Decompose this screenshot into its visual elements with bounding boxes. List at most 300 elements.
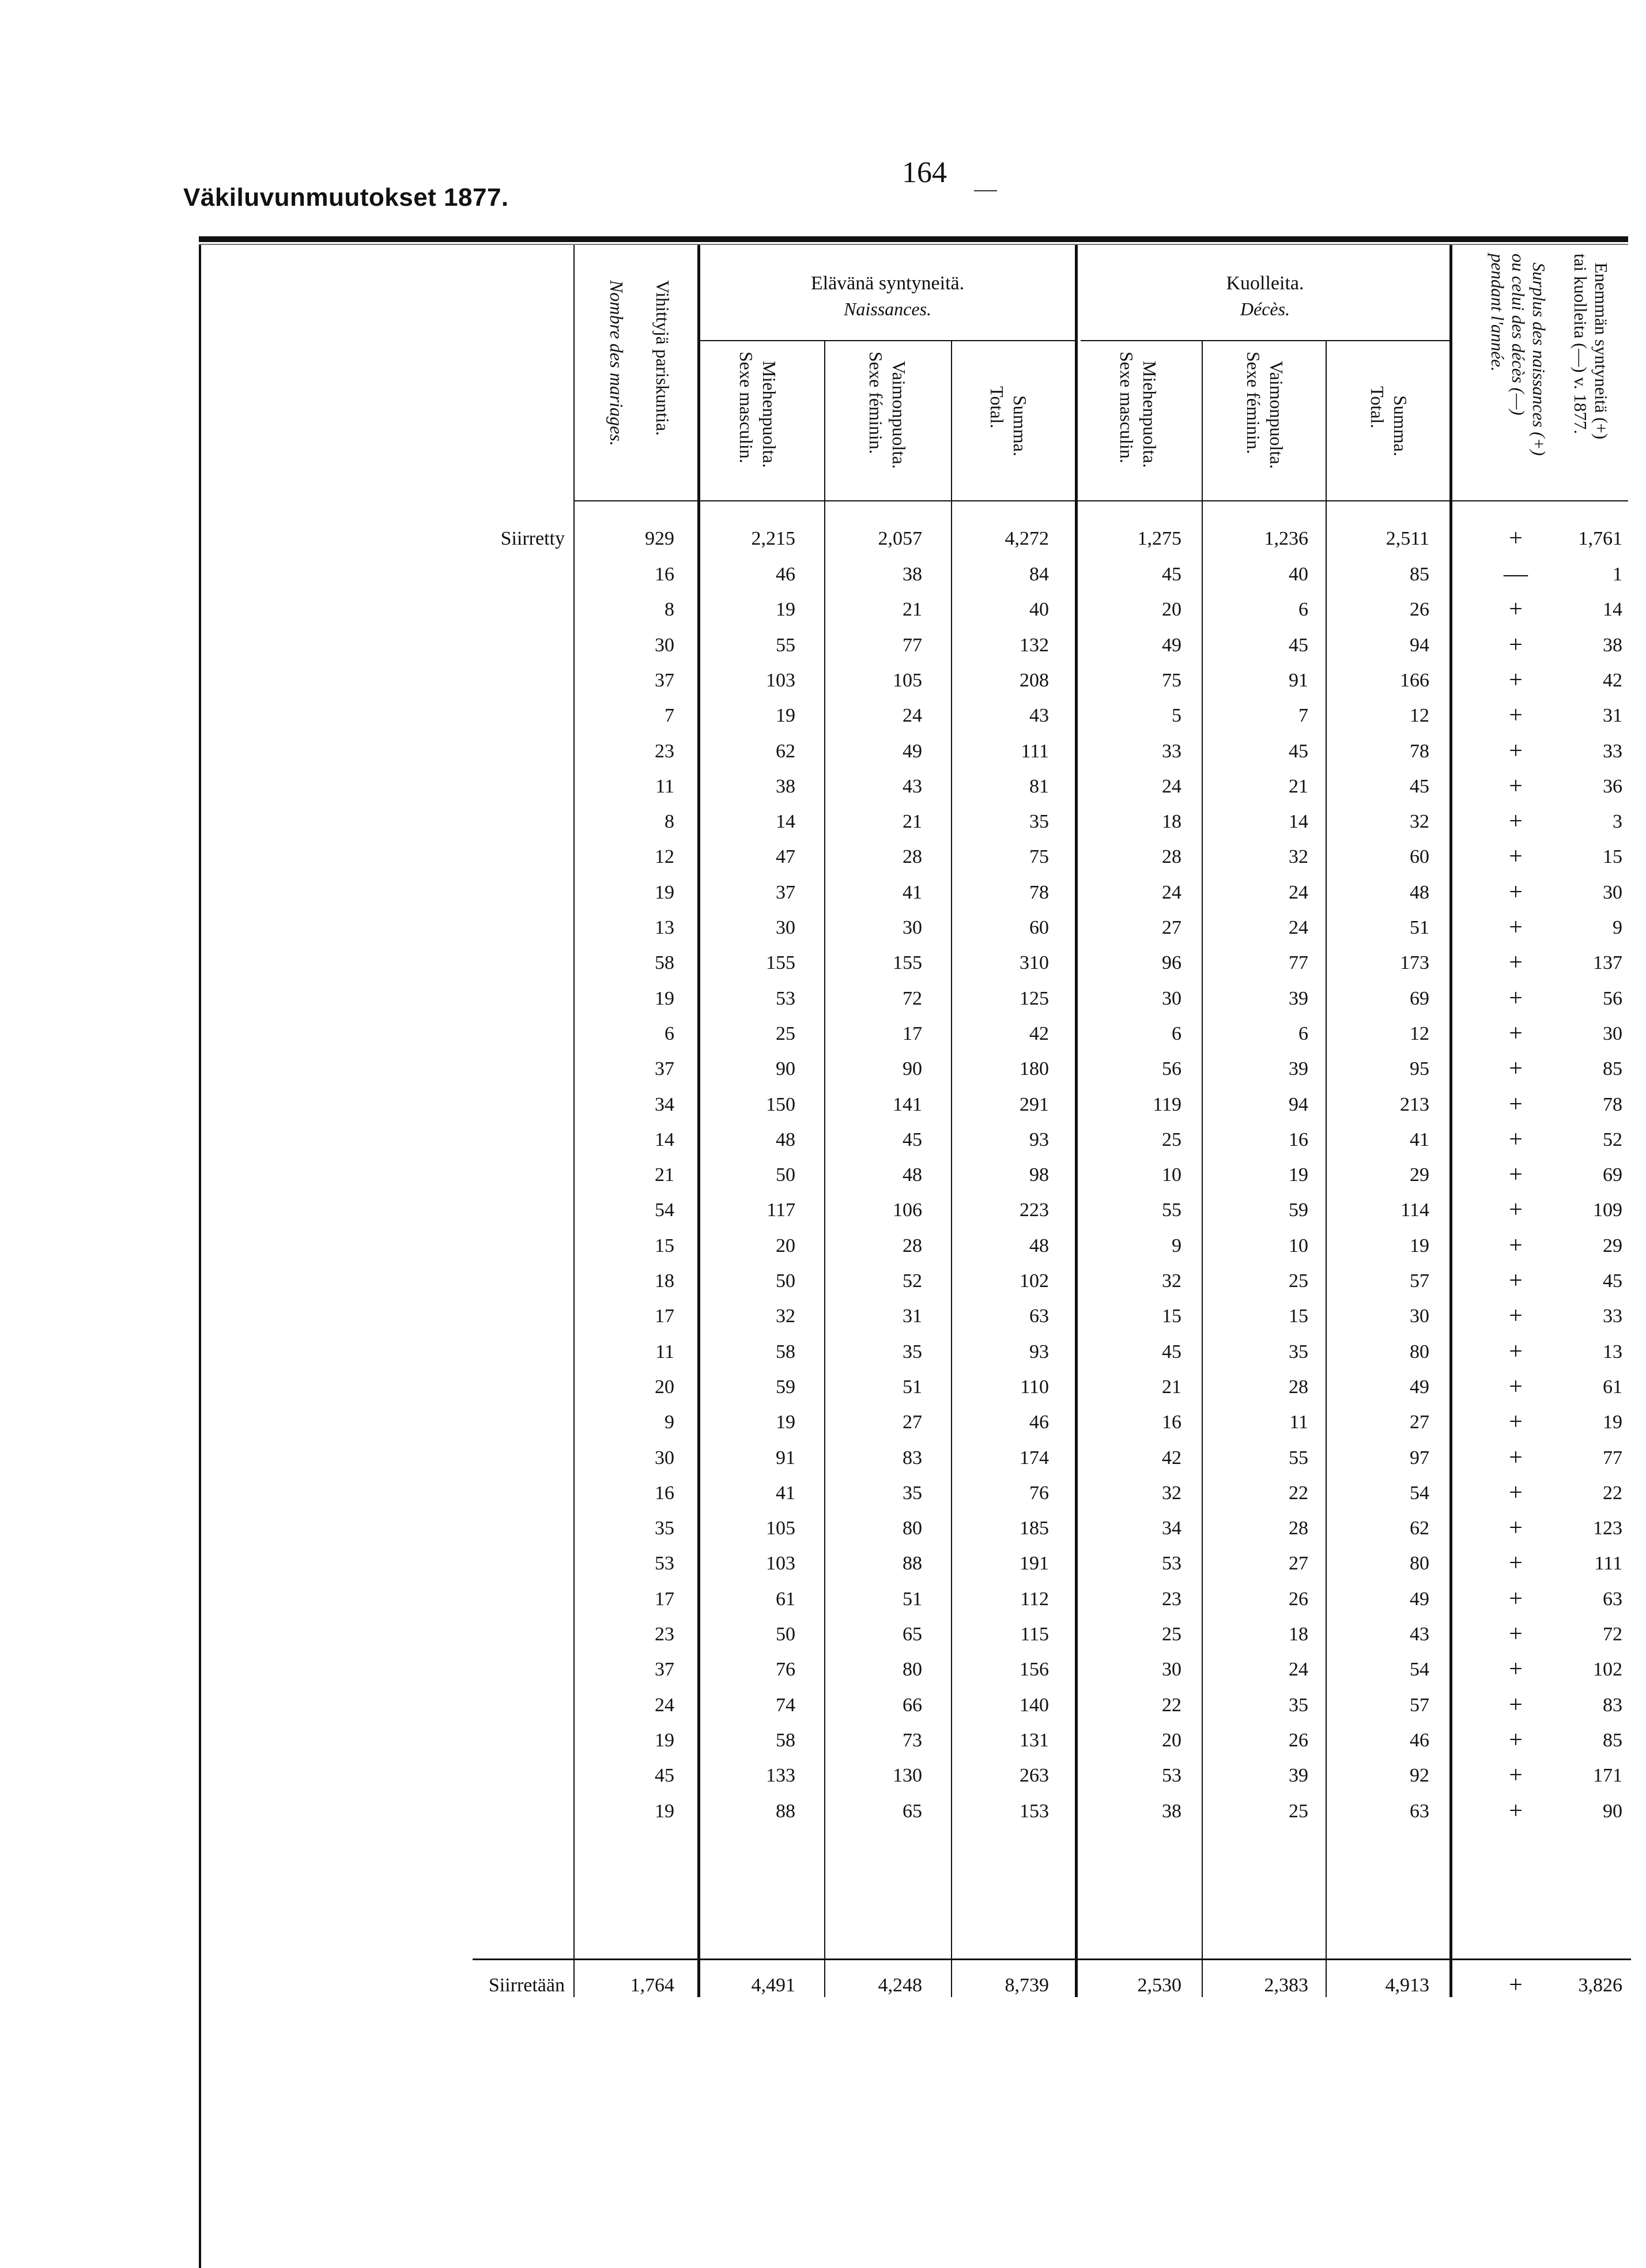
cell-value: 18 bbox=[1289, 1624, 1308, 1645]
cell-value: 26 bbox=[1410, 599, 1429, 621]
cell-value: 28 bbox=[1289, 1518, 1308, 1539]
cell-value: 76 bbox=[776, 1659, 795, 1681]
cell-value: 32 bbox=[776, 1305, 795, 1327]
sign-symbol: + bbox=[1509, 1055, 1523, 1082]
cell-value: 52 bbox=[903, 1270, 922, 1292]
table-row bbox=[0, 984, 1646, 1020]
cell-value: 85 bbox=[1410, 564, 1429, 585]
cell-value: 53 bbox=[1162, 1765, 1181, 1787]
births-male-header: Miehenpuolta. Sexe masculin. bbox=[736, 352, 780, 468]
sign-symbol: + bbox=[1509, 1232, 1523, 1259]
cell-value: 25 bbox=[1289, 1800, 1308, 1822]
cell-value: 6 bbox=[1172, 1022, 1181, 1044]
cell-value: 30 bbox=[776, 917, 795, 938]
cell-value: 19 bbox=[1289, 1164, 1308, 1186]
cell-value: 46 bbox=[1410, 1729, 1429, 1751]
sign-symbol: + bbox=[1509, 1479, 1523, 1506]
sign-symbol: + bbox=[1509, 1303, 1523, 1330]
surplus-value: 69 bbox=[1603, 1164, 1622, 1186]
cell-value: 51 bbox=[1410, 917, 1429, 938]
cell-value: 102 bbox=[1020, 1270, 1049, 1292]
cell-value: 57 bbox=[1410, 1694, 1429, 1716]
cell-value: 24 bbox=[1289, 917, 1308, 938]
carried-in-label: Siirretty bbox=[500, 528, 565, 549]
sign-symbol: + bbox=[1509, 1972, 1523, 1998]
sign-symbol: + bbox=[1509, 1797, 1523, 1824]
cell-value: 20 bbox=[1162, 1729, 1181, 1751]
cell-value: 15 bbox=[655, 1235, 674, 1256]
sign-symbol: + bbox=[1509, 843, 1523, 870]
births-total-header: Summa. Total. bbox=[987, 386, 1030, 456]
cell-value: 38 bbox=[903, 564, 922, 585]
sign-symbol: + bbox=[1509, 808, 1523, 835]
cell-value: 263 bbox=[1020, 1765, 1049, 1787]
cell-value: 40 bbox=[1289, 564, 1308, 585]
cell-value: 90 bbox=[903, 1058, 922, 1080]
cell-value: 98 bbox=[1029, 1164, 1049, 1186]
sign-symbol: + bbox=[1509, 1161, 1523, 1188]
table-row bbox=[0, 701, 1646, 737]
cell-value: 31 bbox=[903, 1305, 922, 1327]
cell-value: 35 bbox=[655, 1518, 674, 1539]
cell-value: 30 bbox=[655, 634, 674, 656]
cell-value: 180 bbox=[1020, 1058, 1049, 1080]
table-row bbox=[0, 1620, 1646, 1656]
cell-value: 21 bbox=[655, 1164, 674, 1186]
cell-value: 45 bbox=[1162, 564, 1181, 585]
cell-value: 8 bbox=[665, 599, 674, 621]
cell-value: 91 bbox=[1289, 669, 1308, 691]
cell-value: 19 bbox=[655, 1800, 674, 1822]
cell-value: 8 bbox=[665, 811, 674, 833]
cell-value: 46 bbox=[1029, 1412, 1049, 1433]
cell-value: 30 bbox=[1162, 987, 1181, 1009]
cell-value: 25 bbox=[776, 1022, 795, 1044]
cell-value: 73 bbox=[903, 1729, 922, 1751]
table-row bbox=[0, 878, 1646, 914]
cell-value: 166 bbox=[1400, 669, 1429, 691]
cell-value: 20 bbox=[1162, 599, 1181, 621]
cell-value: 28 bbox=[903, 846, 922, 868]
table-row bbox=[0, 1055, 1646, 1090]
cell-value: 35 bbox=[903, 1482, 922, 1504]
surplus-value: 52 bbox=[1603, 1129, 1622, 1150]
cell-value: 12 bbox=[1410, 1022, 1429, 1044]
deaths-total-header: Summa. Total. bbox=[1367, 386, 1411, 456]
surplus-value: 90 bbox=[1603, 1800, 1622, 1822]
cell-value: 17 bbox=[655, 1305, 674, 1327]
surplus-value: 14 bbox=[1603, 599, 1622, 621]
cell-value: 96 bbox=[1162, 952, 1181, 974]
running-title: Väkiluvunmuutokset 1877. bbox=[183, 183, 509, 212]
births-subheader-line bbox=[700, 340, 1075, 341]
cell-value: 30 bbox=[1162, 1659, 1181, 1681]
surplus-header-fi: Enemmän syntyneitä (+) tai kuolleita (—) v. 1877. bbox=[1571, 254, 1611, 440]
cell-value: 24 bbox=[1162, 881, 1181, 903]
cell-value: 30 bbox=[1410, 1305, 1429, 1327]
cell-value: 14 bbox=[655, 1129, 674, 1150]
table-row bbox=[0, 1797, 1646, 1833]
cell-value: 155 bbox=[766, 952, 795, 974]
cell-value: 141 bbox=[893, 1093, 922, 1115]
cell-value: 7 bbox=[1298, 705, 1308, 727]
cell-value: 115 bbox=[1020, 1624, 1049, 1645]
cell-value: 14 bbox=[776, 811, 795, 833]
cell-value: 153 bbox=[1020, 1800, 1049, 1822]
sign-symbol: + bbox=[1509, 1126, 1523, 1153]
cell-value: 23 bbox=[655, 740, 674, 762]
cell-value: 25 bbox=[1289, 1270, 1308, 1292]
table-row bbox=[0, 1726, 1646, 1762]
cell-value: 94 bbox=[1289, 1093, 1308, 1115]
cell-value: 59 bbox=[776, 1376, 795, 1398]
cell-value: 140 bbox=[1020, 1694, 1049, 1716]
sign-symbol: + bbox=[1509, 525, 1523, 552]
table-row bbox=[0, 949, 1646, 984]
cell-value: 19 bbox=[776, 1412, 795, 1433]
cell-value: 23 bbox=[1162, 1588, 1181, 1610]
cell-value: 12 bbox=[655, 846, 674, 868]
cell-value: 173 bbox=[1400, 952, 1429, 974]
cell-value: 75 bbox=[1162, 669, 1181, 691]
cell-value: 42 bbox=[1162, 1447, 1181, 1469]
sign-symbol: + bbox=[1509, 984, 1523, 1012]
cell-value: 88 bbox=[903, 1553, 922, 1575]
cell-value: 114 bbox=[1400, 1199, 1429, 1221]
cell-value: 18 bbox=[655, 1270, 674, 1292]
cell-value: 41 bbox=[776, 1482, 795, 1504]
cell-value: 58 bbox=[655, 952, 674, 974]
table-row bbox=[0, 1090, 1646, 1126]
cell-value: 51 bbox=[903, 1588, 922, 1610]
cell-value: 38 bbox=[776, 775, 795, 797]
cell-value: 80 bbox=[1410, 1553, 1429, 1575]
cell-value: 17 bbox=[655, 1588, 674, 1610]
cell-value: 111 bbox=[1021, 740, 1049, 762]
sign-symbol: + bbox=[1509, 1267, 1523, 1294]
cell-value: 59 bbox=[1289, 1199, 1308, 1221]
table-row bbox=[0, 1549, 1646, 1585]
cell-value: 45 bbox=[1162, 1341, 1181, 1363]
cell-value: 11 bbox=[655, 1341, 674, 1363]
cell-value: 35 bbox=[1029, 811, 1049, 833]
cell-value: 105 bbox=[893, 669, 922, 691]
surplus-value: 56 bbox=[1603, 987, 1622, 1009]
cell-value: 223 bbox=[1020, 1199, 1049, 1221]
cell-value: 17 bbox=[903, 1022, 922, 1044]
cell-value: 30 bbox=[903, 917, 922, 938]
sign-symbol: + bbox=[1509, 1515, 1523, 1542]
marriages-header-fr: Nombre des mariages. bbox=[606, 280, 627, 446]
bottom-total-line bbox=[473, 1958, 1631, 1960]
cell-value: 28 bbox=[1289, 1376, 1308, 1398]
cell-value: 27 bbox=[1289, 1553, 1308, 1575]
cell-value: 105 bbox=[766, 1518, 795, 1539]
surplus-value: 61 bbox=[1603, 1376, 1622, 1398]
cell-value: 213 bbox=[1400, 1093, 1429, 1115]
cell-value: 119 bbox=[1153, 1093, 1181, 1115]
cell-value: 54 bbox=[1410, 1482, 1429, 1504]
cell-value: 103 bbox=[766, 1553, 795, 1575]
cell-value: 19 bbox=[776, 599, 795, 621]
cell-value: 110 bbox=[1020, 1376, 1049, 1398]
cell-value: 21 bbox=[1162, 1376, 1181, 1398]
cell-value: 131 bbox=[1020, 1729, 1049, 1751]
table-row bbox=[0, 737, 1646, 773]
sign-symbol: + bbox=[1509, 1090, 1523, 1118]
cell-value: 74 bbox=[776, 1694, 795, 1716]
cell-value: 76 bbox=[1029, 1482, 1049, 1504]
cell-value: 22 bbox=[1289, 1482, 1308, 1504]
cell-value: 26 bbox=[1289, 1729, 1308, 1751]
surplus-value: 36 bbox=[1603, 775, 1622, 797]
cell-value: 45 bbox=[903, 1129, 922, 1150]
cell-value: 91 bbox=[776, 1447, 795, 1469]
surplus-value: 19 bbox=[1603, 1412, 1622, 1433]
table-row bbox=[0, 914, 1646, 949]
cell-value: 80 bbox=[1410, 1341, 1429, 1363]
cell-value: 19 bbox=[1410, 1235, 1429, 1256]
cell-value: 27 bbox=[1162, 917, 1181, 938]
surplus-value: 29 bbox=[1603, 1235, 1622, 1256]
table-row bbox=[0, 1691, 1646, 1727]
cell-value: 35 bbox=[903, 1341, 922, 1363]
table-row bbox=[0, 631, 1646, 667]
table-row bbox=[0, 1267, 1646, 1303]
cell-value: 92 bbox=[1410, 1765, 1429, 1787]
cell-value: 93 bbox=[1029, 1129, 1049, 1150]
cell-value: 48 bbox=[776, 1129, 795, 1150]
top-dash bbox=[974, 190, 997, 191]
surplus-value: 31 bbox=[1603, 705, 1622, 727]
table-row bbox=[0, 807, 1646, 843]
sign-symbol: + bbox=[1509, 1444, 1523, 1471]
cell-value: 69 bbox=[1410, 987, 1429, 1009]
table-row bbox=[0, 1444, 1646, 1480]
cell-value: 41 bbox=[903, 881, 922, 903]
cell-value: 93 bbox=[1029, 1341, 1049, 1363]
cell-value: 51 bbox=[903, 1376, 922, 1398]
deaths-subheader-line bbox=[1081, 340, 1449, 341]
surplus-value: 15 bbox=[1603, 846, 1622, 868]
surplus-value: 137 bbox=[1593, 952, 1622, 974]
cell-value: 16 bbox=[1162, 1412, 1181, 1433]
sign-symbol: + bbox=[1509, 1550, 1523, 1577]
cell-value: 46 bbox=[776, 564, 795, 585]
cell-value: 48 bbox=[1410, 881, 1429, 903]
surplus-value: 9 bbox=[1613, 917, 1622, 938]
cell-value: 9 bbox=[1172, 1235, 1181, 1256]
cell-value: 95 bbox=[1410, 1058, 1429, 1080]
marriages-header-fi: Vihittyjä pariskuntia. bbox=[652, 280, 673, 436]
cell-value: 6 bbox=[665, 1022, 674, 1044]
carried-out-label: Siirretään bbox=[488, 1975, 565, 1996]
surplus-value: 83 bbox=[1603, 1694, 1622, 1716]
surplus-value: 72 bbox=[1603, 1624, 1622, 1645]
cell-value: 32 bbox=[1410, 811, 1429, 833]
cell-value: 78 bbox=[1029, 881, 1049, 903]
surplus-value: 42 bbox=[1603, 669, 1622, 691]
sign-symbol: + bbox=[1509, 772, 1523, 799]
cell-value: 81 bbox=[1029, 775, 1049, 797]
cell-value: 28 bbox=[903, 1235, 922, 1256]
cell-value: 106 bbox=[893, 1199, 922, 1221]
cell-value: 185 bbox=[1020, 1518, 1049, 1539]
deaths-female-header: Vaimonpuolta. Sexe féminin. bbox=[1243, 352, 1287, 469]
sign-symbol: + bbox=[1509, 1409, 1523, 1436]
sign-symbol: + bbox=[1509, 1726, 1523, 1753]
surplus-value: 102 bbox=[1593, 1659, 1622, 1681]
surplus-header-fr: Surplus des naissances (+) ou celui des décès (—) pendant l'année. bbox=[1488, 254, 1549, 456]
cell-value: 20 bbox=[776, 1235, 795, 1256]
cell-value: 56 bbox=[1162, 1058, 1181, 1080]
sign-symbol: + bbox=[1509, 737, 1523, 764]
cell-value: 58 bbox=[776, 1341, 795, 1363]
cell-value: 19 bbox=[655, 881, 674, 903]
cell-value: 24 bbox=[1289, 881, 1308, 903]
cell-value: 39 bbox=[1289, 987, 1308, 1009]
cell-value: 72 bbox=[903, 987, 922, 1009]
cell-value: 50 bbox=[776, 1270, 795, 1292]
surplus-value: 22 bbox=[1603, 1482, 1622, 1504]
cell-value: 112 bbox=[1020, 1588, 1049, 1610]
cell-value: 130 bbox=[893, 1765, 922, 1787]
cell-value: 24 bbox=[1162, 775, 1181, 797]
surplus-value: 77 bbox=[1603, 1447, 1622, 1469]
sign-symbol: + bbox=[1509, 1197, 1523, 1224]
cell-value: 20 bbox=[655, 1376, 674, 1398]
cell-value: 35 bbox=[1289, 1341, 1308, 1363]
cell-value: 16 bbox=[1289, 1129, 1308, 1150]
cell-value: 37 bbox=[655, 1659, 674, 1681]
cell-value: 24 bbox=[1289, 1659, 1308, 1681]
cell-value: 19 bbox=[776, 705, 795, 727]
cell-value: 94 bbox=[1410, 634, 1429, 656]
cell-value: 49 bbox=[1410, 1588, 1429, 1610]
cell-value: 45 bbox=[1289, 634, 1308, 656]
cell-value: 43 bbox=[903, 775, 922, 797]
cell-value: 60 bbox=[1029, 917, 1049, 938]
surplus-header bbox=[1487, 254, 1632, 501]
top-rule-thin bbox=[199, 244, 1628, 245]
cell-value: 41 bbox=[1410, 1129, 1429, 1150]
cell-value: 54 bbox=[655, 1199, 674, 1221]
top-rule bbox=[199, 236, 1628, 242]
cell-value: 32 bbox=[1162, 1270, 1181, 1292]
cell-value: 5 bbox=[1172, 705, 1181, 727]
cell-value: 55 bbox=[776, 634, 795, 656]
table-row bbox=[0, 1514, 1646, 1550]
cell-value: 83 bbox=[903, 1447, 922, 1469]
cell-value: 117 bbox=[767, 1199, 795, 1221]
cell-value: 23 bbox=[655, 1624, 674, 1645]
cell-value: 80 bbox=[903, 1518, 922, 1539]
cell-value: 49 bbox=[1162, 634, 1181, 656]
deaths-group-fi: Kuolleita. bbox=[1226, 273, 1304, 294]
cell-value: 80 bbox=[903, 1659, 922, 1681]
table-row bbox=[0, 1338, 1646, 1373]
cell-value: 7 bbox=[665, 705, 674, 727]
surplus-value: 85 bbox=[1603, 1729, 1622, 1751]
cell-value: 37 bbox=[655, 1058, 674, 1080]
cell-value: 155 bbox=[893, 952, 922, 974]
cell-value: 6 bbox=[1298, 599, 1308, 621]
cell-value: 14 bbox=[1289, 811, 1308, 833]
cell-value: 21 bbox=[903, 599, 922, 621]
cell-value: 103 bbox=[766, 669, 795, 691]
cell-value: 84 bbox=[1029, 564, 1049, 585]
cell-value: 66 bbox=[903, 1694, 922, 1716]
cell-value: 42 bbox=[1029, 1022, 1049, 1044]
cell-value: 22 bbox=[1162, 1694, 1181, 1716]
cell-value: 16 bbox=[655, 1482, 674, 1504]
cell-value: 75 bbox=[1029, 846, 1049, 868]
cell-value: 47 bbox=[776, 846, 795, 868]
sign-symbol: + bbox=[1509, 596, 1523, 623]
sign-symbol: + bbox=[1509, 1585, 1523, 1612]
sign-symbol: — bbox=[1504, 561, 1528, 587]
sign-symbol: + bbox=[1509, 1373, 1523, 1400]
table-row bbox=[0, 1020, 1646, 1055]
cell-value: 133 bbox=[766, 1765, 795, 1787]
cell-value: 310 bbox=[1020, 952, 1049, 974]
cell-value: 88 bbox=[776, 1800, 795, 1822]
cell-value: 24 bbox=[655, 1694, 674, 1716]
table-row bbox=[0, 666, 1646, 702]
cell-value: 16 bbox=[655, 564, 674, 585]
cell-value: 125 bbox=[1020, 987, 1049, 1009]
cell-value: 65 bbox=[903, 1800, 922, 1822]
cell-value: 6 bbox=[1298, 1022, 1308, 1044]
cell-value: 63 bbox=[1029, 1305, 1049, 1327]
cell-value: 43 bbox=[1410, 1624, 1429, 1645]
cell-value: 61 bbox=[776, 1588, 795, 1610]
surplus-value: 30 bbox=[1603, 1022, 1622, 1044]
table-row bbox=[0, 772, 1646, 808]
table-row bbox=[0, 843, 1646, 878]
table-row bbox=[0, 595, 1646, 631]
table-row bbox=[0, 1161, 1646, 1197]
cell-value: 54 bbox=[1410, 1659, 1429, 1681]
table-row bbox=[0, 560, 1646, 596]
table-row bbox=[0, 1479, 1646, 1515]
cell-value: 24 bbox=[903, 705, 922, 727]
cell-value: 291 bbox=[1020, 1093, 1049, 1115]
cell-value: 39 bbox=[1289, 1058, 1308, 1080]
sign-symbol: + bbox=[1509, 949, 1523, 976]
cell-value: 57 bbox=[1410, 1270, 1429, 1292]
cell-value: 26 bbox=[1289, 1588, 1308, 1610]
cell-value: 77 bbox=[1289, 952, 1308, 974]
deaths-male-header: Miehenpuolta. Sexe masculin. bbox=[1116, 352, 1160, 468]
births-group-header bbox=[700, 271, 1075, 322]
table-row bbox=[0, 1126, 1646, 1161]
cell-value: 40 bbox=[1029, 599, 1049, 621]
cell-value: 77 bbox=[903, 634, 922, 656]
cell-value: 53 bbox=[1162, 1553, 1181, 1575]
surplus-value: 85 bbox=[1603, 1058, 1622, 1080]
surplus-value: 33 bbox=[1603, 740, 1622, 762]
cell-value: 208 bbox=[1020, 669, 1049, 691]
cell-value: 62 bbox=[776, 740, 795, 762]
table-row bbox=[0, 1761, 1646, 1797]
cell-value: 11 bbox=[655, 775, 674, 797]
cell-value: 9 bbox=[665, 1412, 674, 1433]
cell-value: 19 bbox=[655, 1729, 674, 1751]
table-row bbox=[0, 1585, 1646, 1621]
cell-value: 45 bbox=[1410, 775, 1429, 797]
cell-value: 27 bbox=[1410, 1412, 1429, 1433]
